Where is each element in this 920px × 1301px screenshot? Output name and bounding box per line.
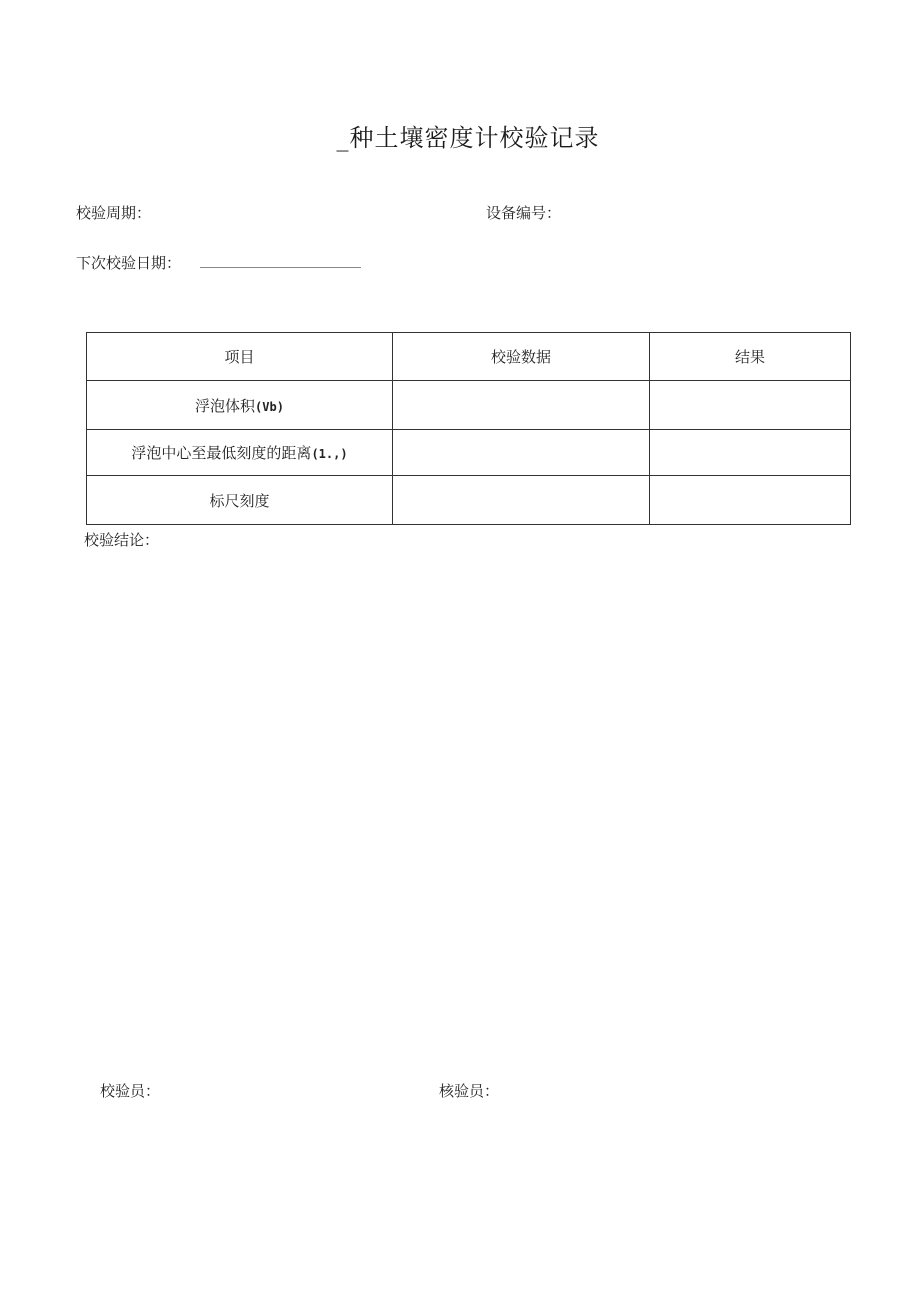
device-number-label: 设备编号： (486, 204, 562, 222)
item-cell (87, 430, 393, 476)
data-cell[interactable] (393, 430, 650, 476)
item-symbol: (Vb) (255, 399, 284, 414)
next-date-underline[interactable] (200, 267, 361, 268)
result-cell[interactable] (650, 381, 851, 430)
conclusion-label: 校验结论： (84, 531, 160, 549)
item-symbol: (1.,) (311, 447, 348, 461)
document-title: _种土壤密度计校验记录 (336, 124, 600, 152)
column-header-result: 结果 (650, 333, 851, 381)
item-cell (87, 381, 393, 430)
table-header-row (87, 333, 851, 381)
table-row (87, 381, 851, 430)
result-cell[interactable] (650, 430, 851, 476)
next-calibration-date-label: 下次校验日期： (76, 254, 182, 272)
item-label: 浮泡体积 (195, 396, 256, 415)
result-cell[interactable] (650, 476, 851, 525)
item-label: 标尺刻度 (209, 491, 270, 510)
item-cell (87, 476, 393, 525)
item-label: 浮泡中心至最低刻度的距离 (131, 444, 312, 462)
checker-label: 核验员： (439, 1082, 500, 1100)
data-cell[interactable] (393, 381, 650, 430)
calibration-table (86, 332, 851, 525)
column-header-item: 项目 (87, 333, 393, 381)
data-cell[interactable] (393, 476, 650, 525)
calibration-cycle-label: 校验周期： (76, 204, 152, 222)
inspector-label: 校验员： (100, 1082, 161, 1100)
table-row (87, 430, 851, 476)
column-header-data: 校验数据 (393, 333, 650, 381)
table-row (87, 476, 851, 525)
